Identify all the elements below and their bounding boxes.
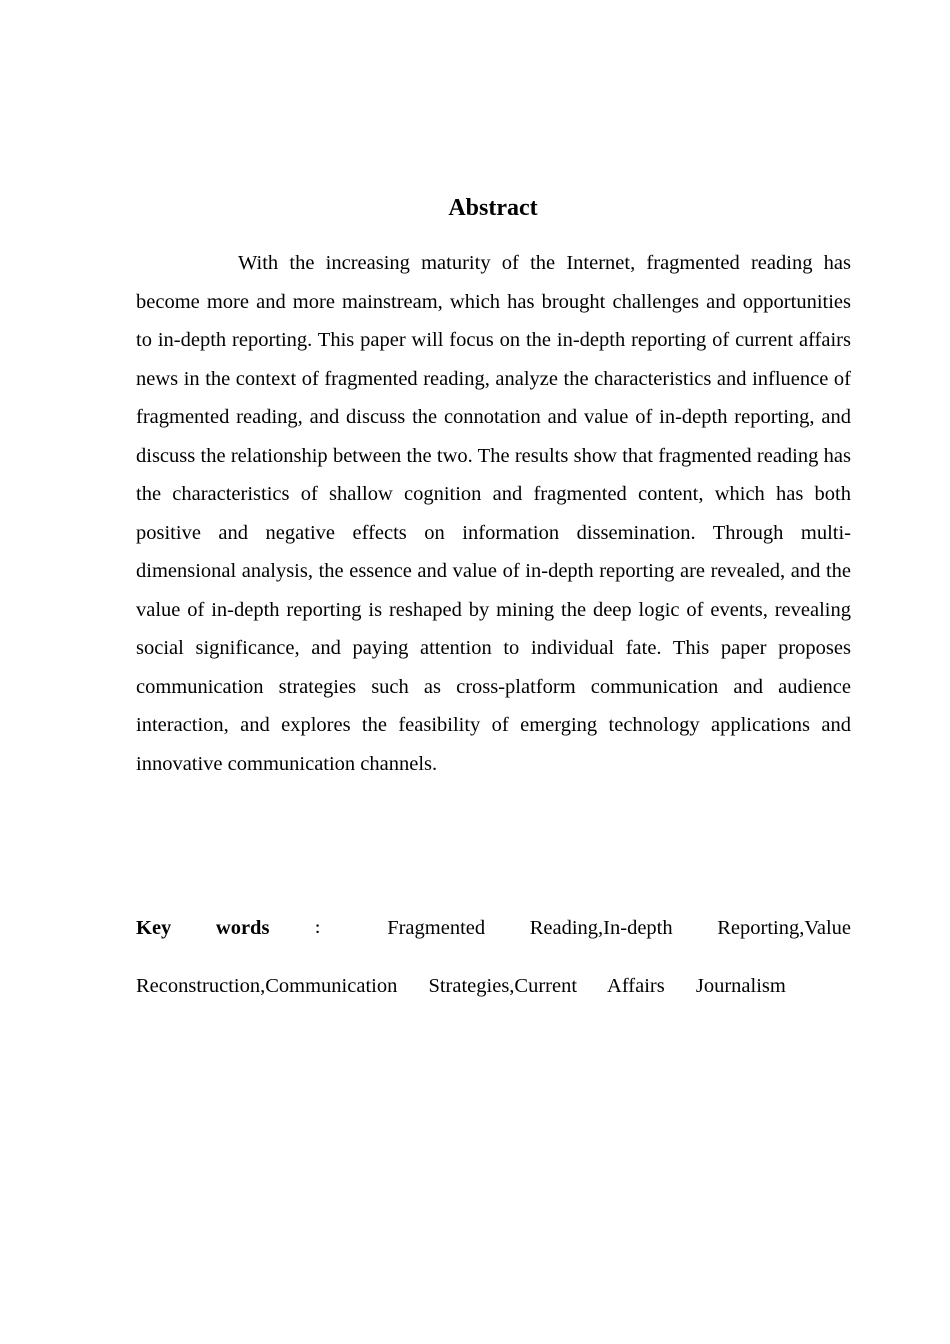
abstract-paragraph: With the increasing maturity of the Internet, fragmented reading has become more and more mainstream, which has brought challenges and opportunities to in-depth reporting. This paper will focus on the in-depth reporting of current affairs news in the context of fragmented reading, analyze the characteristics and influence of fragmented reading, and discuss the connotation and value of in-depth reporting, and discuss the relationship between the two. The results show that fragmented reading has the characteristics of shallow cognition and fragmented content, which has both positive and negative effects on information dissemination. Through multi-dimensional analysis, the essence and value of in-depth reporting are revealed, and the value of in-depth reporting is reshaped by mining the deep logic of events, revealing social significance, and paying attention to individual fate. This paper proposes communication strategies such as cross-platform communication and audience interaction, and explores the feasibility of emerging technology applications and innovative communication channels. xyxy=(136,252,851,775)
keywords-label: Key words xyxy=(136,917,270,939)
abstract-title: Abstract xyxy=(448,195,538,221)
keywords-list: Fragmented Reading,In-depth Reporting,Value Reconstruction,Communication Strategies,Current Affairs Journalism xyxy=(136,917,852,997)
keywords-separator: ： xyxy=(314,921,343,937)
keywords-paragraph xyxy=(136,900,851,1014)
